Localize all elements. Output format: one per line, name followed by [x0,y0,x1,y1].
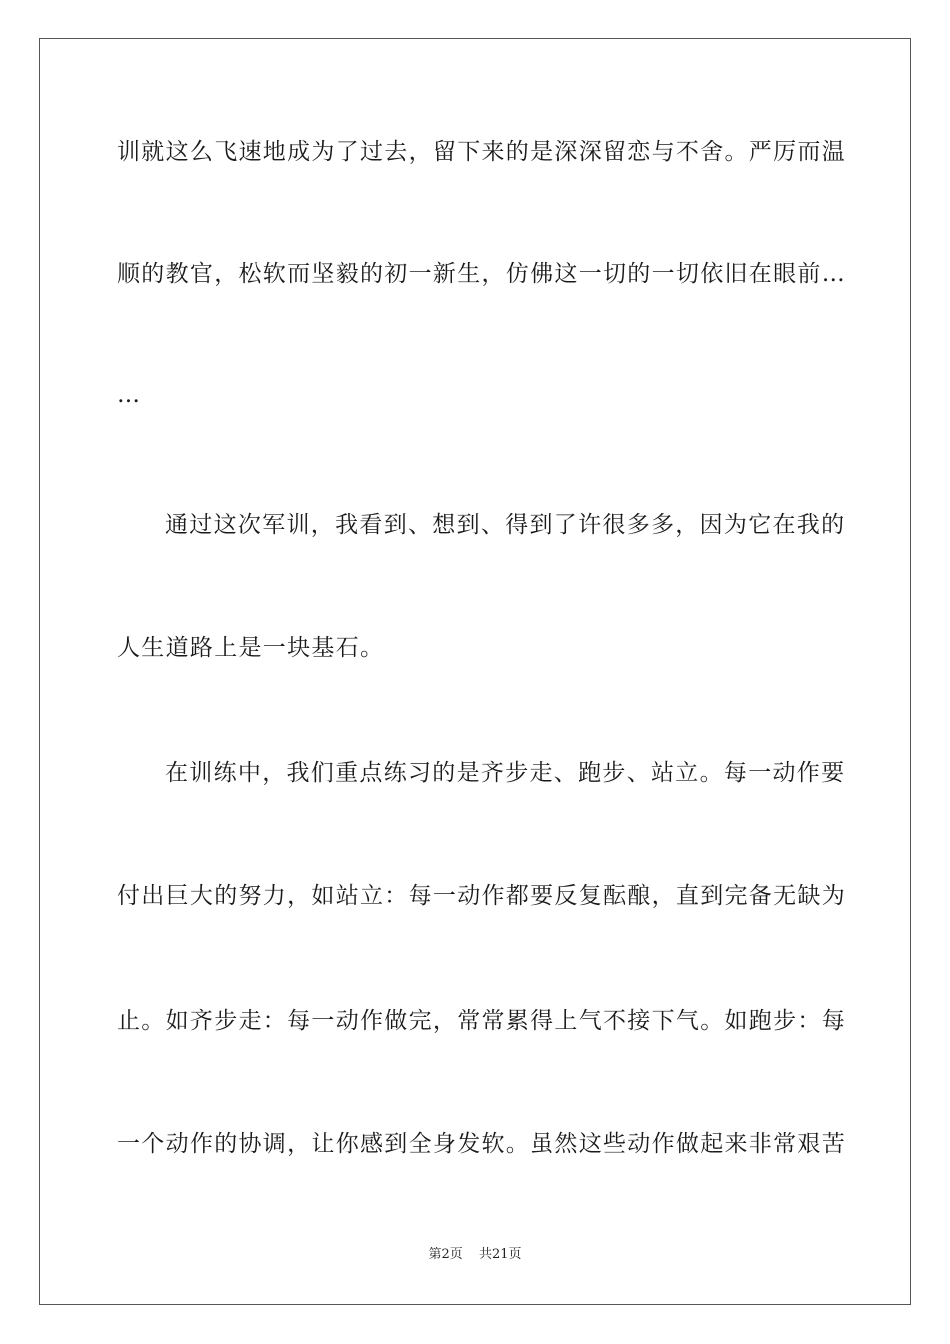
paragraph-line: 训就这么飞速地成为了过去，留下来的是深深留恋与不舍。严厉而温 [117,139,846,165]
paragraph-line: 人生道路上是一块基石。 [117,635,385,661]
page-number: 第2页 [428,1247,463,1262]
page-footer [0,1246,950,1264]
paragraph-line: 在训练中，我们重点练习的是齐步走、跑步、站立。每一动作要 [165,760,846,786]
page-total: 共21页 [478,1247,522,1262]
paragraph-line: … [117,382,142,408]
paragraph-line: 通过这次军训，我看到、想到、得到了许很多多，因为它在我的 [165,512,846,538]
paragraph-line: 顺的教官，松软而坚毅的初一新生，仿佛这一切的一切依旧在眼前… [117,261,846,287]
paragraph-line: 付出巨大的努力，如站立：每一动作都要反复酝酿，直到完备无缺为 [117,883,846,909]
paragraph-line: 止。如齐步走：每一动作做完，常常累得上气不接下气。如跑步：每 [117,1008,846,1034]
page-border [39,38,911,1305]
paragraph-line: 一个动作的协调，让你感到全身发软。虽然这些动作做起来非常艰苦 [117,1131,846,1157]
